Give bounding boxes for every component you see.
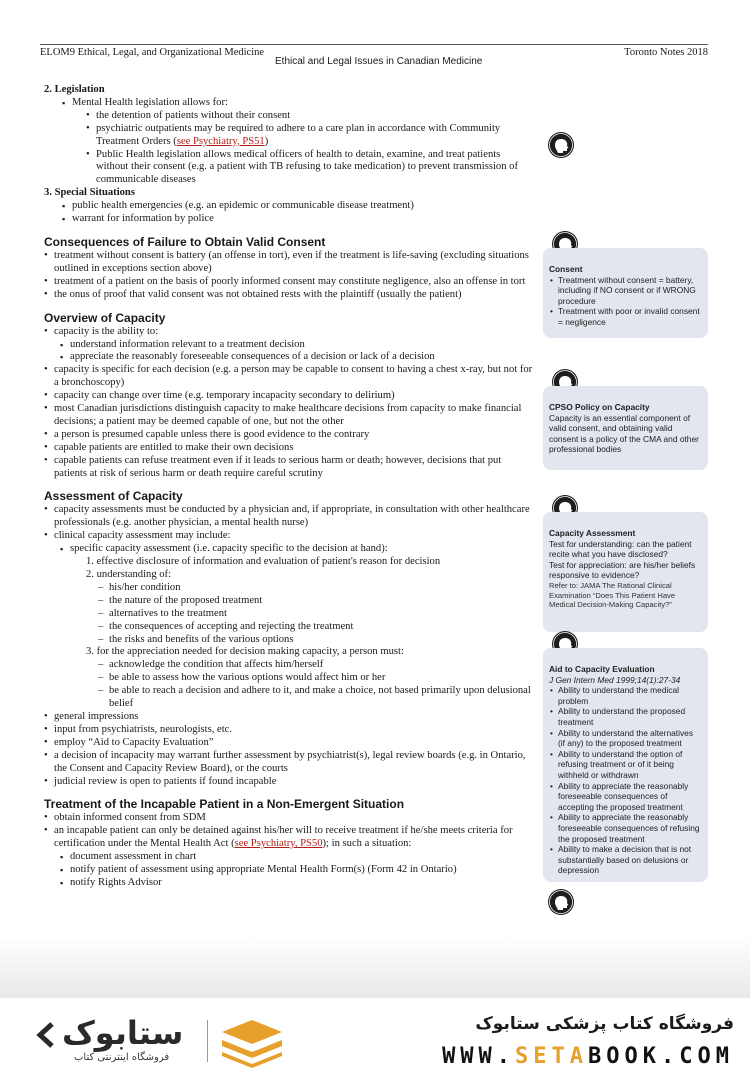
list-item: • the onus of proof that valid consent was not obtained rests with the plaintiff (usually the patient) [44,289,534,302]
list-item: ▪ appreciate the reasonably foreseeable consequences of a decision or lack of a decision [60,351,534,364]
list-item: • the detention of patients without their consent [86,110,534,123]
list-item: • Public Health legislation allows medical officers of health to detain, examine, and treat patients without their consent (e.g. a patient with TB refusing to take medication) to prevent transmission of communicable diseases [86,149,534,188]
mh-sublist [86,110,534,187]
assessment-list [44,504,534,788]
list-item: • capable patients are entitled to make their own decisions [44,442,534,455]
consent-note [543,248,708,338]
list-item: • obtain informed consent from SDM [44,812,534,825]
incapable-heading: Treatment of the Incapable Patient in a Non-Emergent Situation [44,797,405,812]
list-item: • treatment of a patient on the basis of poorly informed consent may constitute negligence, also an offense in tort [44,276,534,289]
setabook-logo[interactable] [34,1014,184,1072]
list-item: • Treatment without consent = battery, including if NO consent or if WRONG procedure [549,275,702,307]
aid-list [549,685,702,876]
list-item: • capacity is the ability to: ▪ understand information relevant to a treatment decision ▪ appreciate the reasonably foreseeable consequences of a decision or lack of a decision [44,326,534,365]
setabook-banner[interactable] [0,998,750,1079]
list-item: • employ “Aid to Capacity Evaluation” [44,737,534,750]
list-item: • clinical capacity assessment may include: ▪ specific capacity assessment (i.e. capacity specific to the decision at hand): 1. effective disclosure of information and evaluation of patient's reason for decision 2. understanding of: – his/her condition – the nature of the proposed treatment – alternatives to the treatment – the consequences of accepting and rejecting the treatment – the risks and benefits of the various options 3. for the appreciation needed for decision making capacity, a person must: – acknowledge the condition that affects him/herself – be able to assess how the various options would affect him or her – be able to reach a decision and adhere to it, and make a choice, not based primarily upon delusional belief [44,530,534,711]
note-citation: J Gen Intern Med 1999;14(1):27-34 [549,674,681,685]
psychiatry-ps51-link[interactable]: see Psychiatry, PS51 [176,135,265,147]
assessment-step-1: 1. effective disclosure of information and evaluation of patient's reason for decision [86,556,441,568]
incapable-sublist [60,851,534,890]
consequences-heading: Consequences of Failure to Obtain Valid Consent [44,234,326,249]
list-item: ▪ notify patient of assessment using appropriate Mental Health Form(s) (Form 42 in Ontario) [60,864,534,877]
list-item: • most Canadian jurisdictions distinguish capacity to make healthcare decisions from capacity to make financial decisions; a patient may be deemed capable of one, but not the other [44,403,534,429]
list-item: • capacity is specific for each decision (e.g. a person may be capable to consent to having a chest x-ray, but not for a bronchoscopy) [44,364,534,390]
special-list [62,200,534,226]
note-reference: Refer to: JAMA The Rational Clinical Examination “Does This Patient Have Medical Decision-Making Capacity?” [549,580,676,610]
list-item: – alternatives to the treatment [98,608,534,621]
incapable-list [44,812,534,889]
page-fade [0,935,750,999]
list-item: ▪ specific capacity assessment (i.e. capacity specific to the decision at hand): 1. effective disclosure of information and evaluation of patient's reason for decision 2. understanding of: – his/her condition – the nature of the proposed treatment – alternatives to the treatment – the consequences of accepting and rejecting the treatment – the risks and benefits of the various options 3. for the appreciation needed for decision making capacity, a person must: – acknowledge the condition that affects him/herself – be able to assess how the various options would affect him or her – be able to reach a decision and adhere to it, and make a choice, not based primarily upon delusional belief [60,543,534,711]
assessment-sublist [60,543,534,711]
note-title: CPSO Policy on Capacity [549,402,650,412]
header-edition: Toronto Notes 2018 [624,47,708,58]
list-item: • Ability to understand the alternatives (if any) to the proposed treatment [549,728,702,749]
list-item: – his/her condition [98,582,534,595]
list-item: • psychiatric outpatients may be required to adhere to a care plan in accordance with Community Treatment Orders (see Psychiatry, PS51) [86,123,534,149]
consequences-list [44,250,534,302]
special-heading: 3. Special Situations [44,187,135,199]
overview-list [44,326,534,481]
legislation-heading: 2. Legislation [44,84,105,95]
list-item: – acknowledge the condition that affects him/herself [98,659,534,672]
divider [207,1020,208,1062]
head-profile-icon [547,131,575,159]
legislation-list [62,97,534,187]
note-body: Capacity is an essential component of valid consent, and obtaining valid consent is a policy of the CMA and other professional bodies [549,412,699,455]
list-item: – the risks and benefits of the various options [98,634,534,647]
list-item: • capacity can change over time (e.g. temporary incapacity secondary to delirium) [44,390,534,403]
list-item: • Ability to understand the proposed treatment [549,706,702,727]
note-title: Aid to Capacity Evaluation [549,664,655,674]
header-section: Ethical and Legal Issues in Canadian Medicine [275,56,483,67]
cpso-note [543,386,708,470]
overview-heading: Overview of Capacity [44,310,166,325]
list-item: • Treatment with poor or invalid consent = negligence [549,306,702,327]
overview-sublist [60,339,534,365]
store-title: فروشگاه کتاب پزشکی ستابوک [475,1014,734,1034]
logo-subtitle: فروشگاه اینترنتی کتاب [74,1052,170,1063]
list-item: • input from psychiatrists, neurologists, etc. [44,724,534,737]
list-item: • an incapable patient can only be detained against his/her will to receive treatment if he/she meets criteria for certification under the Mental Health Act (see Psychiatry, PS50); in such a situation: ▪ document assessment in chart ▪ notify patient of assessment using appropriate Mental Health Form(s) (Form 42 in Ontario) ▪ notify Rights Advisor [44,825,534,890]
logo-text: ستابوک [62,1014,184,1052]
book-stack-icon [218,1018,286,1068]
note-line: Test for appreciation: are his/her beliefs responsive to evidence? [549,559,696,581]
list-item: ▪ understand information relevant to a treatment decision [60,339,534,352]
header-chapter: ELOM9 Ethical, Legal, and Organizational Medicine [40,47,265,58]
list-item: • capacity assessments must be conducted by a physician and, if appropriate, in consultation with other healthcare professionals (e.g. another physician, a mental health nurse) [44,504,534,530]
list-item: ▪ notify Rights Advisor [60,877,534,890]
list-item: • a person is presumed capable unless there is good evidence to the contrary [44,429,534,442]
psychiatry-ps50-link[interactable]: see Psychiatry, PS50 [234,838,323,850]
list-item: – the consequences of accepting and rejecting the treatment [98,621,534,634]
list-item: ▪ warrant for information by police [62,213,534,226]
list-item: ▪ document assessment in chart [60,851,534,864]
aid-capacity-note [543,648,708,882]
list-item: • Ability to make a decision that is not substantially based on delusions or depression [549,844,702,876]
main-content [44,84,534,890]
note-title: Consent [549,264,583,274]
step2-list [98,582,534,647]
assessment-step-3: 3. for the appreciation needed for decision making capacity, a person must: [86,646,404,658]
list-item: • treatment without consent is battery (an offense in tort), even if the treatment is life-saving (excluding situations outlined in exceptions section above) [44,250,534,276]
page-header [40,44,708,67]
list-item: – be able to assess how the various options would affect him or her [98,672,534,685]
list-item: • Ability to understand the option of refusing treatment or of it being withheld or withdrawn [549,749,702,781]
list-item: • general impressions [44,711,534,724]
list-item: • judicial review is open to patients if found incapable [44,776,534,789]
list-item: • Ability to appreciate the reasonably foreseeable consequences of refusing the proposed treatment [549,812,702,844]
capacity-assessment-note [543,512,708,632]
chevron-left-icon [34,1020,64,1050]
list-item: – be able to reach a decision and adhere to it, and make a choice, not based primarily upon delusional belief [98,685,534,711]
list-item: • a decision of incapacity may warrant further assessment by psychiatrist(s), legal review boards (e.g. in Ontario, the Consent and Capacity Review Board), or the courts [44,750,534,776]
consent-note-list [549,275,702,328]
note-title: Capacity Assessment [549,528,636,538]
assessment-heading: Assessment of Capacity [44,489,183,504]
list-item: ▪ Mental Health legislation allows for: • the detention of patients without their consent • psychiatric outpatients may be required to adhere to a care plan in accordance with Community Treatment Orders (see Psychiatry, PS51) • Public Health legislation allows medical officers of health to detain, examine, and treat patients without their consent (e.g. a patient with TB refusing to take medication) to prevent transmission of communicable diseases [62,97,534,187]
website-url[interactable]: WWW.SETABOOK.COM [442,1044,734,1069]
head-profile-icon [547,888,575,916]
list-item: – the nature of the proposed treatment [98,595,534,608]
list-item: • Ability to understand the medical problem [549,685,702,706]
note-line: Test for understanding: can the patient recite what you have disclosed? [549,538,692,560]
list-item: • capable patients can refuse treatment even if it leads to serious harm or death; however, decisions that put patients at risk of serious harm or death require careful scrutiny [44,455,534,481]
step3-list [98,659,534,711]
list-item: • Ability to appreciate the reasonably foreseeable consequences of accepting the proposed treatment [549,781,702,813]
list-item: ▪ public health emergencies (e.g. an epidemic or communicable disease treatment) [62,200,534,213]
assessment-step-2: 2. understanding of: [86,569,172,580]
